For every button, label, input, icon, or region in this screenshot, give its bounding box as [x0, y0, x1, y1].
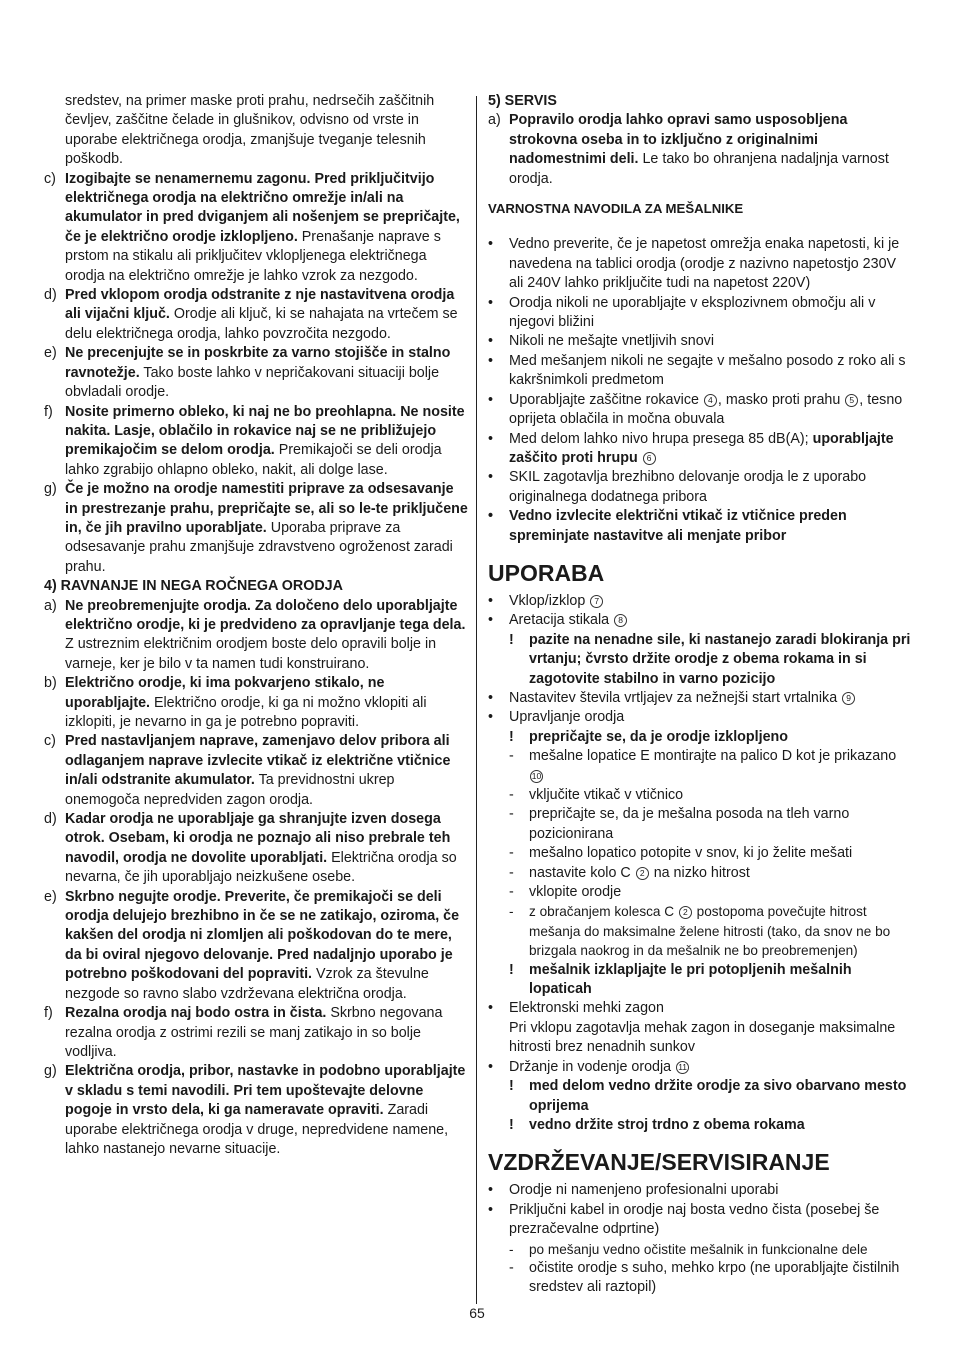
ref-number-7: 7 — [590, 595, 603, 608]
bullet-mark: • — [488, 294, 494, 311]
bullet-text: , tesno oprijeta oblačila in močna obuvala — [509, 391, 903, 428]
step-text: prepričajte se, da je mešalna posoda na tleh varno pozicionirana — [529, 806, 850, 842]
ref-number-6: 6 — [643, 452, 656, 465]
safety-bullet — [488, 294, 912, 333]
bullet-mark: • — [488, 508, 494, 525]
warning-text: vedno držite stroj trdno z obema rokama — [529, 1116, 805, 1133]
bullet-subtext: Pri vklopu zagotavlja mehak zagon in doseganje maksimalne hitrosti brez nenadnih sunkov — [509, 1019, 896, 1056]
step-text: mešalne lopatice E montirajte na palico D kot je prikazano — [529, 748, 897, 765]
bullet-mark: • — [488, 1182, 494, 1199]
bullet-text: Vedno izvlecite električni vtikač iz vtičnice preden spreminjate nastavitve ali menjate pribor — [509, 508, 847, 544]
bullet-text: Priključni kabel in orodje naj bosta vedno čista (posebej še prezračevalne odprtine) — [509, 1201, 880, 1238]
rule-text: Tako boste lahko v nepričakovani situaciji bolje obvladali orodje. — [65, 364, 440, 401]
bullet-mark: • — [488, 1201, 494, 1218]
rule-bold: Električna orodja, pribor, nastavke in podobno uporabljajte v skladu s temi navodili. Pri tem upoštevajte delovne pogoje in vrsto dela, ki ga nameravate opraviti. — [65, 1063, 466, 1119]
step-item — [488, 902, 912, 960]
warning-mark: ! — [509, 728, 514, 745]
step-text: vključite vtikač v vtičnico — [529, 787, 684, 803]
dash-mark: - — [509, 884, 514, 901]
safety-bullet — [488, 430, 912, 469]
rule-text: Ta previdnostni ukrep onemogoča nepredviden zagon orodja. — [65, 772, 395, 808]
maintenance-heading: VZDRŽEVANJE/SERVISIRANJE — [488, 1149, 830, 1176]
warning-item — [488, 1077, 912, 1116]
rule-text: Zaradi uporabe električnega orodja v druge, nepredvidene namene, lahko nastanejo nevarne situacije. — [65, 1102, 449, 1157]
warning-text: prepričajte se, da je orodje izklopljeno — [529, 728, 789, 745]
step-item — [488, 1259, 912, 1298]
warning-item — [488, 961, 912, 1000]
warning-mark: ! — [509, 1078, 514, 1095]
ref-number-4: 4 — [704, 394, 717, 407]
bullet-mark: • — [488, 612, 494, 629]
step-text: z obračanjem kolesca C — [529, 904, 675, 920]
rule-a-item — [44, 597, 468, 675]
right-column — [488, 92, 912, 1298]
rule-bold: Če je možno na orodje namestiti priprave za odsesavanje in prestrezanje prahu, prepričajte se, ali so le-te priključene in, če jih pravilno uporabljate. — [65, 481, 468, 536]
bullet-text: SKIL zagotavlja brezhibno delovanje orodja le z uporabo originalnega dodatnega pribora — [509, 469, 867, 505]
item-marker: c) — [44, 733, 56, 750]
step-text: postopoma povečujte hitrost mešanja do maksimalne želene hitrosti (tako, da snov ne bo brizgala naokrog in da mešalnik ne bo preobremenjen) — [529, 904, 891, 959]
bullet-text: Orodje ni namenjeno profesionalni uporabi — [509, 1182, 779, 1199]
left-column — [44, 92, 468, 1159]
bullet-mark: • — [488, 430, 494, 447]
bullet-text: Med mešanjem nikoli ne segajte v mešalno posodo z roko ali s kakršnimkoli predmetom — [509, 352, 906, 389]
rule-c-item — [44, 170, 468, 286]
item-marker: f) — [44, 403, 53, 420]
bullet-mark: • — [488, 1000, 494, 1017]
bullet-text: Orodja nikoli ne uporabljajte v eksplozivnem območju ali v njegovi bližini — [509, 294, 876, 331]
step-item — [488, 786, 912, 805]
safety-bullet — [488, 235, 912, 293]
step-text: mešalno lopatico potopite v snov, ki jo želite mešati — [529, 845, 853, 862]
section-5-heading: 5) SERVIS — [488, 93, 557, 109]
dash-mark: - — [509, 1259, 514, 1276]
bullet-text: Vedno preverite, če je napetost omrežja enaka napetosti, ki je navedena na tablici orodja (orodje z nazivno napetostjo 230V ali 240V lahko priključite tudi na napetost 220V) — [509, 236, 900, 292]
rule-text: Električna orodja so nevarna, če jih uporabljajo neizkušene osebe. — [65, 849, 457, 886]
service-rule-a — [488, 111, 912, 189]
rule-e-item — [44, 888, 468, 1004]
item-marker: f) — [44, 1005, 53, 1022]
rule-bold: Izogibajte se nenamernemu zagonu. Pred priključitvijo električnega orodja na električno omrežje in/ali na akumulator in pred dviganjem ali nošenjem se prepričajte, če je električno orodje izklopljeno. — [65, 170, 460, 245]
rule-text: Z ustreznim električnim orodjem boste delo opravili bolje in varneje, ker je bilo v ta namen tudi konstruirano. — [65, 636, 437, 672]
maintenance-bullet — [488, 1181, 912, 1200]
intro-text: sredstev, na primer maske proti prahu, nedrsečih zaščitnih čevljev, zaščitne čelade in glušnikov, odvisno od vrste in uporabe električnega orodja, zmanjšuje tveganje telesnih poškodb. — [65, 93, 435, 168]
step-item — [488, 747, 912, 786]
warning-item — [488, 728, 912, 747]
uporaba-heading: UPORABA — [488, 559, 605, 586]
item-marker: g) — [44, 1063, 57, 1080]
dash-mark: - — [509, 1241, 514, 1257]
bullet-text: Med delom lahko nivo hrupa presega 85 dB(A); — [509, 430, 813, 447]
warning-mark: ! — [509, 961, 514, 978]
step-item — [488, 805, 912, 844]
rule-bold: Skrbno negujte orodje. Preverite, če premikajoči se deli orodja delujejo brezhibno in če se ne zatikajo, oziroma, če kakšen del orodja ni zlomljen ali poškodovan do te mere, da bi oviral njegovo delovanje. Pred nadaljnjo uporabo je potrebno poškodovani del popraviti. — [65, 888, 460, 983]
bullet-mark: • — [488, 352, 494, 369]
rule-bold: Kadar orodja ne uporabljaje ga shranjujte izven dosega otrok. Osebam, ki orodja ne poznajo ali niso prebrale teh navodil, orodja ne dovolite uporabljati. — [65, 811, 451, 866]
rule-bold: Pred vklopom orodja odstranite z nje nastavitvena orodja ali vijačni ključ. — [65, 287, 455, 323]
usage-bullet — [488, 611, 912, 630]
maintenance-bullet — [488, 1201, 912, 1240]
rule-e-item — [44, 344, 468, 402]
bullet-text: Upravljanje orodja — [509, 709, 625, 726]
warning-text: pazite na nenadne sile, ki nastanejo zaradi blokiranja pri vrtanju; čvrsto držite orodje z obema rokama in si zagotovite stabilno in varno pozicijo — [529, 631, 911, 687]
rule-text: Orodje ali ključ, ki se nahajata na vrtečem se delu električnega orodja, lahko povzročita nezgodo. — [65, 306, 458, 342]
warning-text: mešalnik izklapljajte le pri potopljenih mešalnih lopaticah — [529, 961, 852, 998]
column-divider — [476, 96, 477, 1304]
safety-bullet — [488, 468, 912, 507]
safety-bullet — [488, 332, 912, 351]
bullet-mark: • — [488, 709, 494, 726]
rule-bold: Ne preobremenjujte orodja. Za določeno delo uporabljajte električno orodje, ki je predvideno za opravljanje tega dela. — [65, 597, 466, 633]
rule-bold: Rezalna orodja naj bodo ostra in čista. — [65, 1005, 327, 1022]
item-marker: c) — [44, 170, 56, 187]
bullet-mark: • — [488, 391, 494, 408]
rule-text: Premikajoči se deli orodja lahko zgrabijo ohlapno obleko, nakit, ali dolge lase. — [65, 442, 442, 478]
ref-number-5: 5 — [845, 394, 858, 407]
item-marker: a) — [488, 112, 501, 129]
section-4-heading: 4) RAVNANJE IN NEGA ROČNEGA ORODJA — [44, 578, 343, 595]
rule-text: Le tako bo ohranjena nadaljnja varnost orodja. — [509, 151, 889, 187]
rule-d-item — [44, 810, 468, 888]
rule-bold: Nosite primerno obleko, ki naj ne bo preohlapna. Ne nosite nakita. Lasje, oblačilo in rokavice naj se ne približujejo premikajočim se delom orodja. — [65, 403, 465, 459]
item-marker: g) — [44, 481, 57, 498]
rule-text: Vzrok za števulne nezgode so ravno slabo vzdrževana električna orodja. — [65, 966, 429, 1002]
step-text: nastavite kolo C — [529, 864, 631, 881]
dash-mark: - — [509, 748, 514, 765]
rule-bold: Ne precenjujte se in poskrbite za varno stojišče in stalno ravnotežje. — [65, 345, 451, 381]
warning-item — [488, 1116, 912, 1135]
bullet-text: Vklop/izklop — [509, 592, 586, 609]
rule-bold: Popravilo orodja lahko opravi samo usposobljena strokovna oseba in to izključno z originalnimi nadomestnimi deli. — [509, 112, 848, 168]
rule-text: Električno orodje, ki ga ni možno vklopiti ali izklopiti, je nevarno in ga je potrebno popraviti. — [65, 694, 427, 730]
ref-number-2: 2 — [636, 867, 649, 880]
rule-f-item — [44, 1004, 468, 1062]
dash-mark: - — [509, 806, 514, 823]
ref-number-11: 11 — [676, 1061, 689, 1074]
step-item — [488, 1240, 912, 1259]
dash-mark: - — [509, 864, 514, 881]
safety-heading: VARNOSTNA NAVODILA ZA MEŠALNIKE — [488, 201, 744, 217]
step-text: očistite orodje s suho, mehko krpo (ne uporabljajte čistilnih sredstev ali raztopil) — [529, 1259, 900, 1296]
bullet-mark: • — [488, 689, 494, 706]
bullet-text: Držanje in vodenje orodja — [509, 1058, 672, 1075]
safety-bullet — [488, 391, 912, 430]
item-marker: e) — [44, 888, 57, 905]
warning-item — [488, 631, 912, 689]
bullet-text: Aretacija stikala — [509, 612, 610, 629]
dash-mark: - — [509, 904, 514, 920]
warning-mark: ! — [509, 1116, 514, 1133]
warning-mark: ! — [509, 631, 514, 648]
step-text: po mešanju vedno očistite mešalnik in funkcionalne dele — [529, 1241, 868, 1257]
usage-bullet — [488, 708, 912, 727]
item-marker: a) — [44, 597, 57, 614]
bullet-mark: • — [488, 592, 494, 609]
step-item — [488, 844, 912, 863]
rule-text: Skrbno negovana rezalna orodja z ostrimi rezili se manj zatikajo in so bolje vodljiva. — [65, 1005, 443, 1060]
rule-g-item — [44, 1062, 468, 1159]
bullet-mark: • — [488, 236, 494, 253]
bullet-mark: • — [488, 333, 494, 350]
bullet-text: Uporabljajte zaščitne rokavice — [509, 391, 699, 408]
safety-bullet — [488, 507, 912, 546]
usage-bullet — [488, 592, 912, 611]
step-item — [488, 883, 912, 902]
item-marker: d) — [44, 287, 57, 304]
rule-bold: Električno orodje, ki ima pokvarjeno stikalo, ne uporabljajte. — [65, 675, 385, 711]
usage-bullet — [488, 1058, 912, 1077]
usage-bullet — [488, 999, 912, 1057]
item-marker: d) — [44, 811, 57, 828]
page-number: 65 — [469, 1305, 485, 1321]
bullet-text: Nastavitev števila vrtljajev za nežnejši start vrtalnika — [509, 689, 838, 706]
step-item — [488, 864, 912, 883]
ref-number-10: 10 — [531, 770, 542, 781]
bullet-text: Nikoli ne mešajte vnetljivih snovi — [509, 333, 715, 350]
bullet-bold: uporabljajte zaščito proti hrupu — [509, 430, 894, 466]
rule-b-item — [44, 674, 468, 732]
safety-bullet — [488, 352, 912, 391]
bullet-text: , masko proti prahu — [717, 391, 841, 408]
step-text: na nizko hitrost — [653, 864, 750, 881]
rule-g-item — [44, 480, 468, 577]
rule-f-item — [44, 403, 468, 481]
item-marker: b) — [44, 675, 57, 692]
bullet-mark: • — [488, 1058, 494, 1075]
bullet-text: Elektronski mehki zagon — [509, 1000, 664, 1017]
usage-bullet — [488, 689, 912, 708]
bullet-mark: • — [488, 469, 494, 486]
rule-c-item — [44, 732, 468, 810]
rule-bold: Pred nastavljanjem naprave, zamenjavo delov pribora ali odlaganjem naprave izvlecite vtikač iz električne vtičnice in/ali odstranite akumulator. — [65, 733, 451, 789]
ref-number-8: 8 — [614, 614, 627, 627]
item-marker: e) — [44, 345, 57, 362]
ref-number-2: 2 — [679, 906, 692, 919]
ref-number-9: 9 — [842, 692, 855, 705]
step-text: vklopite orodje — [529, 884, 622, 901]
warning-text: med delom vedno držite orodje za sivo obarvano mesto oprijema — [529, 1078, 907, 1114]
dash-mark: - — [509, 787, 514, 803]
rule-text: Prenašanje naprave s prstom na stikalu ali priključitev vklopljenega električnega orodja na električno omrežje je lahko vzrok za nezgodo. — [65, 228, 441, 284]
rule-d-item — [44, 286, 468, 344]
dash-mark: - — [509, 845, 514, 862]
rule-text: Uporaba priprave za odsesavanje prahu zmanjšuje zdravstveno ogroženost zaradi prahu. — [65, 519, 453, 575]
